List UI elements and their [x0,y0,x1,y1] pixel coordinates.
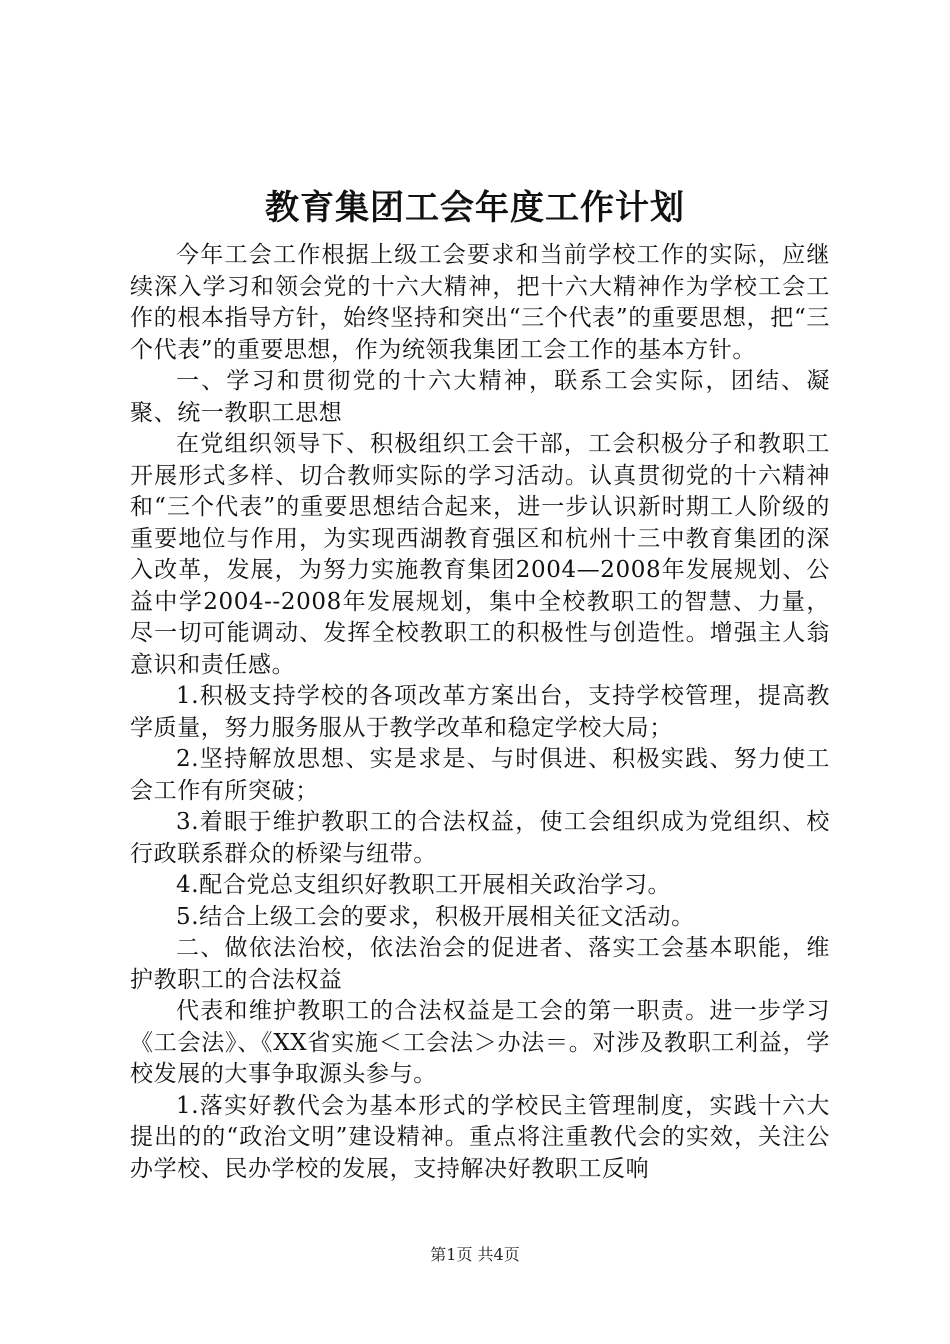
list-item-2-1: 1.落实好教代会为基本形式的学校民主管理制度，实践十六大提出的的“政治文明”建设精神。重点将注重教代会的实效，关注公办学校、民办学校的发展，支持解决好教职工反响 [130,1092,830,1182]
list-item-1-4: 4.配合党总支组织好教职工开展相关政治学习。 [176,872,672,898]
section-heading-2: 二、做依法治校，依法治会的促进者、落实工会基本职能，维护教职工的合法权益 [130,935,830,993]
paragraph-section-2: 代表和维护教职工的合法权益是工会的第一职责。进一步学习《工会法》、《XX省实施＜工会法＞办法＝。对涉及教职工利益，学校发展的大事争取源头参与。 [130,998,830,1087]
paragraph-section-1: 在党组织领导下、积极组织工会干部，工会积极分子和教职工开展形式多样、切合教师实际的学习活动。认真贯彻党的十六精神和“三个代表”的重要思想结合起来，进一步认识新时期工人阶级的重要地位与作用，为实现西湖教育强区和杭州十三中教育集团的深入改革，发展，为努力实施教育集团2004—2008年发展规划、公益中学2004--2008年发展规划，集中全校教职工的智慧、力量，尽一切可能调动、发挥全校教职工的积极性与创造性。增强主人翁意识和责任感。 [130,431,830,678]
section-heading-1: 一、学习和贯彻党的十六大精神，联系工会实际，团结、凝聚、统一教职工思想 [130,368,830,426]
list-item-1-1: 1.积极支持学校的各项改革方案出台，支持学校管理，提高教学质量，努力服务服从于教学改革和稳定学校大局； [130,683,830,741]
list-item-1-2: 2.坚持解放思想、实是求是、与时俱进、积极实践、努力使工会工作有所突破； [130,746,830,804]
document-title: 教育集团工会年度工作计划 [265,188,685,228]
list-item-1-5: 5.结合上级工会的要求，积极开展相关征文活动。 [176,903,695,930]
document-body [130,240,830,1185]
paragraph-intro: 今年工会工作根据上级工会要求和当前学校工作的实际，应继续深入学习和领会党的十六大精神，把十六大精神作为学校工会工作的根本指导方针，始终坚持和突出“三个代表”的重要思想，把“三个代表”的重要思想，作为统领我集团工会工作的基本方针。 [130,242,830,363]
list-item-1-3: 3.着眼于维护教职工的合法权益，使工会组织成为党组织、校行政联系群众的桥梁与纽带。 [130,809,830,867]
page-footer: 第1页 共4页 [430,1245,520,1264]
